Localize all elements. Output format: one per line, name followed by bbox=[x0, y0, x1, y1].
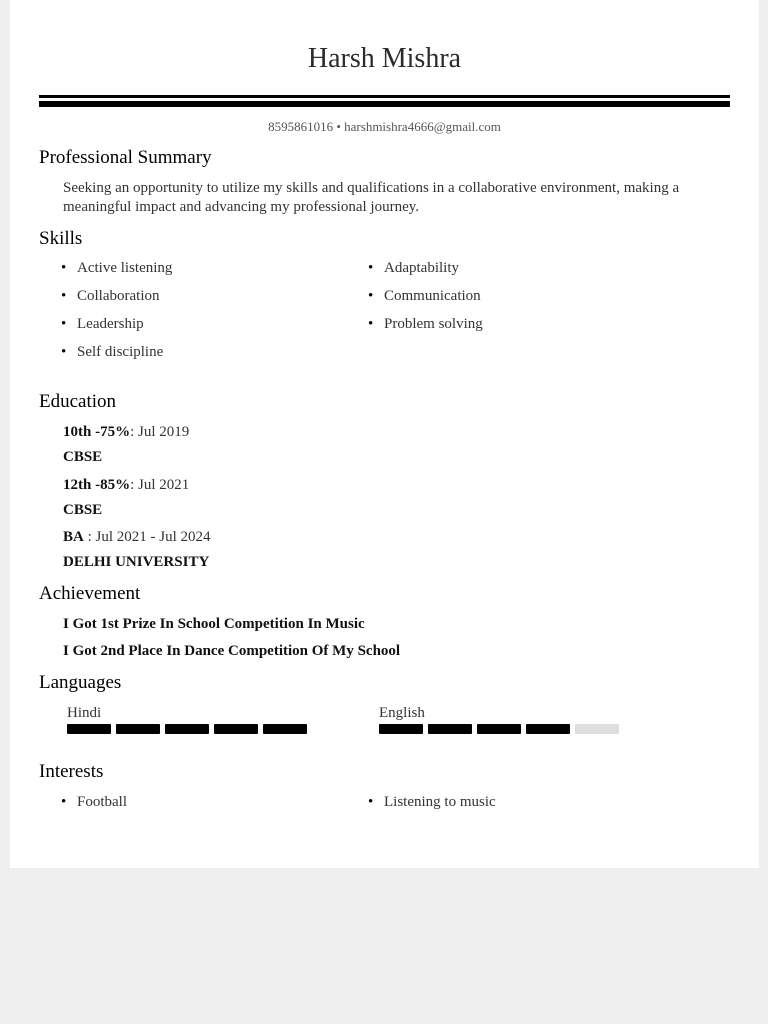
level-segment-filled bbox=[67, 724, 111, 734]
section-title-summary: Professional Summary bbox=[39, 147, 212, 168]
education-degree: BA bbox=[63, 529, 84, 545]
level-segment-filled bbox=[428, 724, 472, 734]
contact-separator: • bbox=[336, 119, 341, 134]
language-name: Hindi bbox=[67, 705, 102, 721]
skill-item: • Problem solving bbox=[368, 316, 483, 332]
bullet-dot: • bbox=[368, 794, 374, 810]
education-institution: CBSE bbox=[63, 502, 103, 518]
education-degree: 10th -75% bbox=[63, 424, 131, 440]
bullet-dot: • bbox=[368, 260, 374, 276]
header-rule-thin bbox=[39, 95, 730, 98]
section-title-education: Education bbox=[39, 391, 117, 412]
level-segment-filled bbox=[477, 724, 521, 734]
bullet-dot: • bbox=[61, 794, 67, 810]
phone-number: 8595861016 bbox=[268, 119, 334, 134]
contact-line bbox=[10, 119, 759, 135]
summary-text: Seeking an opportunity to utilize my skills and qualifications in a collaborative environment, making a meaningful impact and advancing my professional journey. bbox=[63, 180, 680, 215]
skill-item: • Active listening bbox=[61, 260, 173, 276]
education-institution: DELHI UNIVERSITY bbox=[63, 554, 210, 570]
language-level-bar bbox=[379, 724, 619, 734]
skill-item: • Collaboration bbox=[61, 288, 160, 304]
bullet-dot: • bbox=[368, 288, 374, 304]
resume-page bbox=[10, 0, 759, 868]
level-segment-filled bbox=[379, 724, 423, 734]
education-entry-3 bbox=[63, 528, 211, 546]
education-date: : Jul 2021 - Jul 2024 bbox=[83, 529, 211, 545]
bullet-dot: • bbox=[61, 288, 67, 304]
bullet-dot: • bbox=[61, 316, 67, 332]
bullet-dot: • bbox=[61, 344, 67, 360]
skill-item: • Leadership bbox=[61, 316, 144, 332]
bullet-dot: • bbox=[368, 316, 374, 332]
education-degree: 12th -85% bbox=[63, 477, 131, 493]
section-title-languages: Languages bbox=[39, 672, 122, 693]
language-level-bar bbox=[67, 724, 307, 734]
level-segment-filled bbox=[526, 724, 570, 734]
section-title-skills: Skills bbox=[39, 228, 83, 249]
education-institution: CBSE bbox=[63, 449, 103, 465]
level-segment-filled bbox=[116, 724, 160, 734]
bullet-dot: • bbox=[61, 260, 67, 276]
skill-item: • Adaptability bbox=[368, 260, 459, 276]
interest-item: • Football bbox=[61, 794, 128, 810]
skill-item: • Communication bbox=[368, 288, 481, 304]
education-entry-2 bbox=[63, 476, 189, 494]
header-rule-thick bbox=[39, 101, 730, 107]
skill-item: • Self discipline bbox=[61, 344, 164, 360]
education-date: : Jul 2019 bbox=[130, 424, 190, 440]
section-title-interests: Interests bbox=[39, 761, 104, 782]
level-segment-filled bbox=[214, 724, 258, 734]
level-segment-empty bbox=[575, 724, 619, 734]
achievement-item: I Got 1st Prize In School Competition In Music bbox=[63, 616, 365, 632]
education-entry-1 bbox=[63, 423, 189, 441]
section-title-achievement: Achievement bbox=[39, 583, 141, 604]
candidate-name: Harsh Mishra bbox=[307, 43, 462, 74]
language-name: English bbox=[379, 705, 425, 721]
achievement-item: I Got 2nd Place In Dance Competition Of My School bbox=[63, 643, 401, 659]
interest-item: • Listening to music bbox=[368, 794, 496, 810]
education-date: : Jul 2021 bbox=[130, 477, 190, 493]
level-segment-filled bbox=[165, 724, 209, 734]
email-address: harshmishra4666@gmail.com bbox=[344, 119, 501, 134]
level-segment-filled bbox=[263, 724, 307, 734]
